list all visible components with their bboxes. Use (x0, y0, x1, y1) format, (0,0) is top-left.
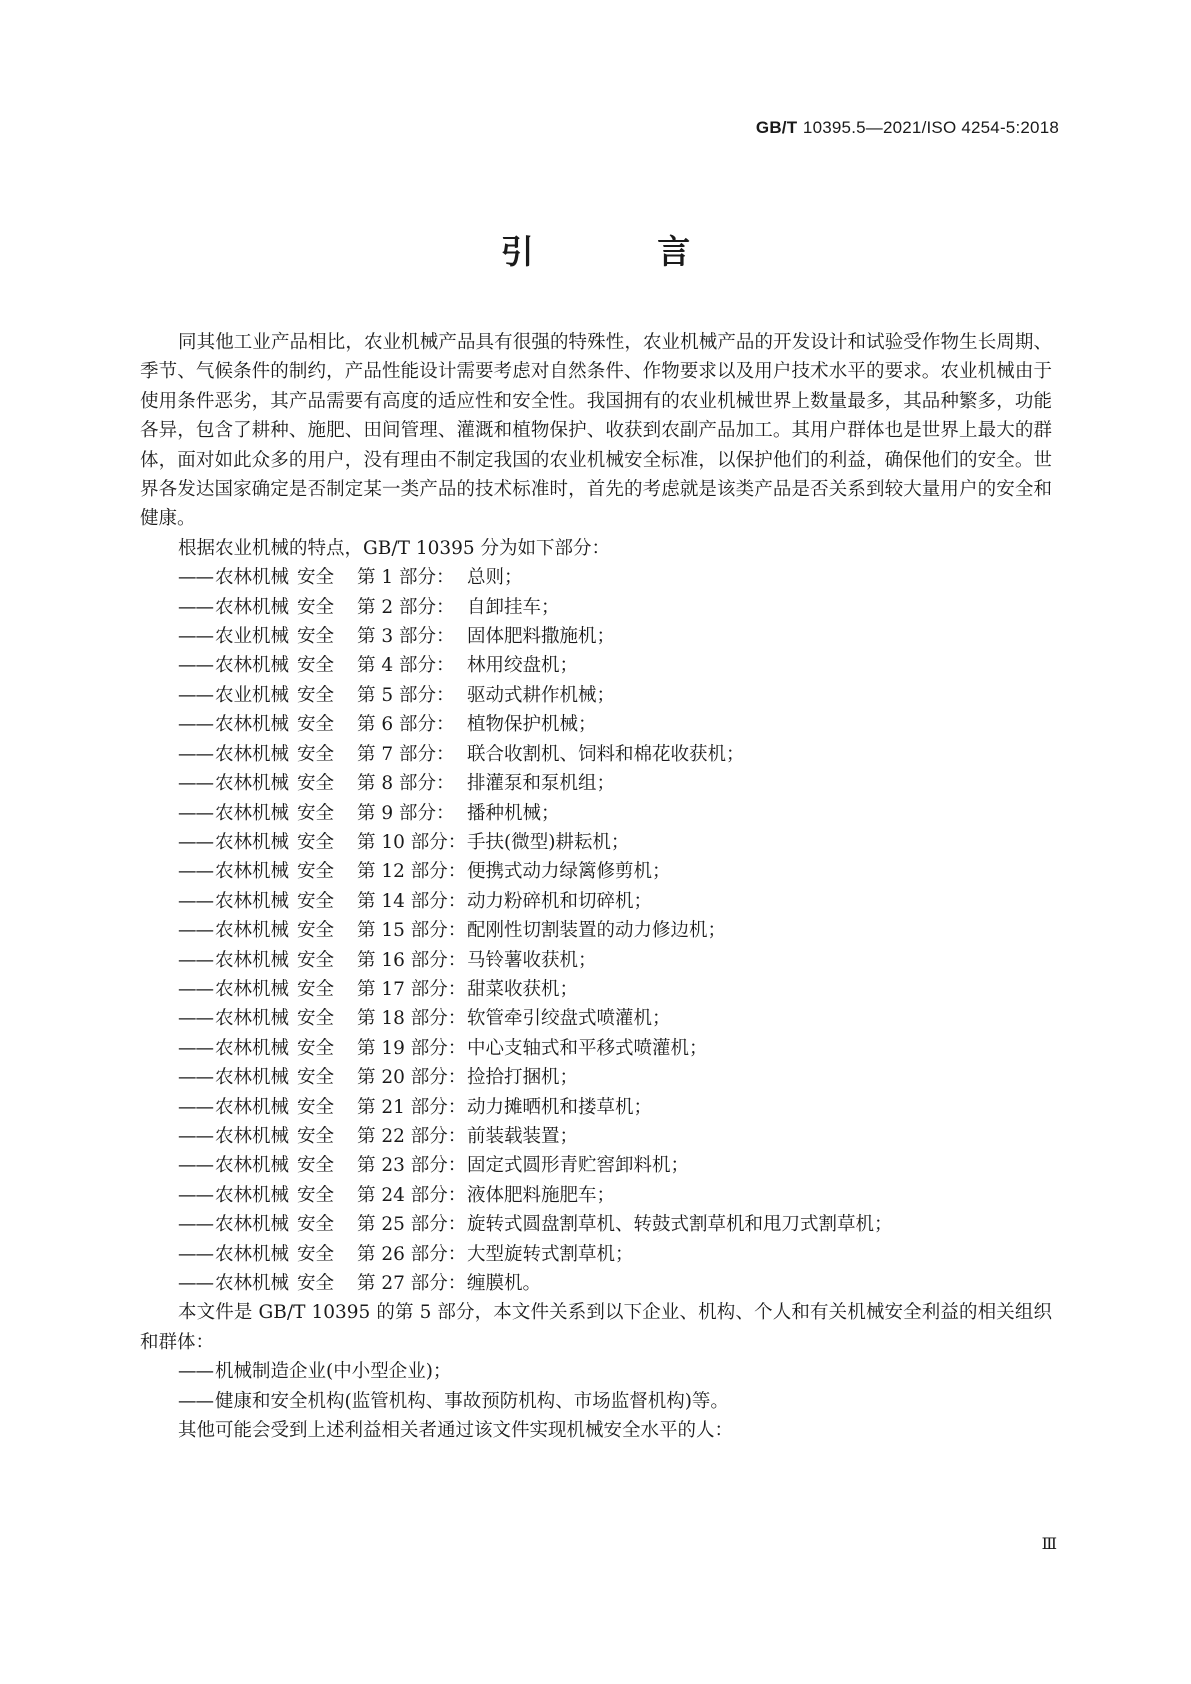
part-number: 第 5 部分： (357, 684, 455, 706)
part-number: 第 21 部分： (357, 1096, 467, 1118)
standard-header (756, 118, 1059, 138)
part-list-item (140, 769, 1052, 798)
part-number: 第 18 部分： (357, 1008, 467, 1030)
stakeholder-text: 健康和安全机构(监管机构、事故预防机构、市场监督机构)等。 (215, 1390, 729, 1412)
list-dash: —— (178, 1037, 213, 1059)
part-safety: 安全 (297, 626, 335, 648)
part-list-item (140, 681, 1052, 710)
part-product: 农林机械 (215, 802, 290, 824)
relation-paragraph: 本文件是 GB/T 10395 的第 5 部分，本文件关系到以下企业、机构、个人和有关机械安全利益的相关组织和群体： (140, 1302, 1052, 1353)
part-product: 农林机械 (215, 890, 290, 912)
part-name: 便携式动力绿篱修剪机； (467, 861, 671, 883)
part-list-item (140, 916, 1052, 945)
part-product: 农林机械 (215, 831, 290, 853)
part-name: 驱动式耕作机械； (467, 684, 616, 706)
part-safety: 安全 (297, 861, 335, 883)
list-dash: —— (178, 743, 213, 765)
standard-code: GB/T (755, 118, 798, 137)
list-dash: —— (178, 1214, 213, 1236)
part-safety: 安全 (297, 802, 335, 824)
list-dash: —— (178, 1008, 213, 1030)
part-list-item (140, 740, 1052, 769)
page-number: Ⅲ (1041, 1534, 1057, 1553)
part-number: 第 7 部分： (357, 743, 455, 765)
list-dash: —— (178, 949, 213, 971)
part-name: 前装载装置； (467, 1125, 579, 1147)
part-safety: 安全 (297, 949, 335, 971)
part-list-item (140, 975, 1052, 1004)
part-list-item (140, 622, 1052, 651)
part-list-item (140, 828, 1052, 857)
part-list-item (140, 946, 1052, 975)
page-title: 引 言 (500, 232, 747, 271)
list-dash: —— (178, 920, 213, 942)
part-safety: 安全 (297, 1067, 335, 1089)
list-dash: —— (178, 978, 213, 1000)
part-product: 农林机械 (215, 861, 290, 883)
part-name: 排灌泵和泵机组； (467, 773, 616, 795)
part-product: 农林机械 (215, 1184, 290, 1206)
part-safety: 安全 (297, 978, 335, 1000)
list-dash: —— (178, 1125, 213, 1147)
part-list-item (140, 593, 1052, 622)
part-name: 液体肥料施肥车； (467, 1184, 616, 1206)
part-safety: 安全 (297, 1243, 335, 1265)
part-number: 第 17 部分： (357, 978, 467, 1000)
part-number: 第 19 部分： (357, 1037, 467, 1059)
list-dash: —— (178, 1067, 213, 1089)
list-dash: —— (178, 1243, 213, 1265)
part-list-item (140, 710, 1052, 739)
part-number: 第 25 部分： (357, 1214, 467, 1236)
part-product: 农林机械 (215, 1243, 290, 1265)
list-dash: —— (178, 890, 213, 912)
part-product: 农林机械 (215, 1155, 290, 1177)
part-product: 农业机械 (215, 684, 290, 706)
part-number: 第 14 部分： (357, 890, 467, 912)
part-list-item (140, 857, 1052, 886)
part-name: 动力摊晒机和搂草机； (467, 1096, 653, 1118)
part-number: 第 1 部分： (357, 567, 455, 589)
part-list-item (140, 1151, 1052, 1180)
part-list-item (140, 1210, 1052, 1239)
part-name: 植物保护机械； (467, 714, 597, 736)
part-list-item (140, 563, 1052, 592)
list-dash: —— (178, 831, 213, 853)
part-safety: 安全 (297, 1125, 335, 1147)
part-list-item (140, 1240, 1052, 1269)
part-safety: 安全 (297, 773, 335, 795)
part-name: 固定式圆形青贮窖卸料机； (467, 1155, 690, 1177)
intro-paragraph: 同其他工业产品相比，农业机械产品具有很强的特殊性，农业机械产品的开发设计和试验受作物生长周期、季节、气候条件的制约，产品性能设计需要考虑对自然条件、作物要求以及用户技术水平的要求。农业机械由于使用条件恶劣，其产品需要有高度的适应性和安全性。我国拥有的农业机械世界上数量最多，其品种繁多，功能各异，包含了耕种、施肥、田间管理、灌溉和植物保护、收获到农副产品加工。其用户群体也是世界上最大的群体，面对如此众多的用户，没有理由不制定我国的农业机械安全标准，以保护他们的利益，确保他们的安全。世界各发达国家确定是否制定某一类产品的技术标准时，首先的考虑就是该类产品是否关系到较大量用户的安全和健康。 (140, 332, 1052, 530)
part-name: 甜菜收获机； (467, 978, 579, 1000)
list-dash: —— (178, 1390, 213, 1412)
part-number: 第 16 部分： (357, 949, 467, 971)
part-product: 农林机械 (215, 714, 290, 736)
list-dash: —— (178, 714, 213, 736)
part-product: 农林机械 (215, 1037, 290, 1059)
part-safety: 安全 (297, 920, 335, 942)
part-number: 第 2 部分： (357, 596, 455, 618)
stakeholder-item (140, 1387, 1052, 1416)
part-product: 农林机械 (215, 743, 290, 765)
document-body (140, 328, 1052, 1445)
part-number: 第 23 部分： (357, 1155, 467, 1177)
part-list-item (140, 1122, 1052, 1151)
part-product: 农林机械 (215, 1214, 290, 1236)
part-name: 自卸挂车； (467, 596, 560, 618)
part-safety: 安全 (297, 596, 335, 618)
part-product: 农林机械 (215, 1067, 290, 1089)
list-dash: —— (178, 567, 213, 589)
part-list-item (140, 651, 1052, 680)
part-number: 第 8 部分： (357, 773, 455, 795)
list-dash: —— (178, 1155, 213, 1177)
part-product: 农林机械 (215, 773, 290, 795)
part-number: 第 22 部分： (357, 1125, 467, 1147)
part-product: 农林机械 (215, 1008, 290, 1030)
parts-intro: 根据农业机械的特点，GB/T 10395 分为如下部分： (178, 537, 611, 559)
part-name: 大型旋转式割草机； (467, 1243, 634, 1265)
list-dash: —— (178, 655, 213, 677)
part-number: 第 12 部分： (357, 861, 467, 883)
part-safety: 安全 (297, 567, 335, 589)
list-dash: —— (178, 773, 213, 795)
part-list-item (140, 1034, 1052, 1063)
part-safety: 安全 (297, 1273, 335, 1294)
part-product: 农林机械 (215, 1096, 290, 1118)
list-dash: —— (178, 1361, 213, 1383)
part-number: 第 9 部分： (357, 802, 455, 824)
part-list-item (140, 1181, 1052, 1210)
part-list-item (140, 1093, 1052, 1122)
part-list-item (140, 1004, 1052, 1033)
part-safety: 安全 (297, 1008, 335, 1030)
part-product: 农林机械 (215, 1273, 290, 1294)
list-dash: —— (178, 861, 213, 883)
part-number: 第 10 部分： (357, 831, 467, 853)
part-number: 第 15 部分： (357, 920, 467, 942)
stakeholder-item (140, 1357, 1052, 1386)
part-product: 农林机械 (215, 920, 290, 942)
part-name: 播种机械； (467, 802, 560, 824)
part-safety: 安全 (297, 1214, 335, 1236)
part-safety: 安全 (297, 655, 335, 677)
part-name: 动力粉碎机和切碎机； (467, 890, 653, 912)
part-safety: 安全 (297, 714, 335, 736)
others-paragraph: 其他可能会受到上述利益相关者通过该文件实现机械安全水平的人： (178, 1420, 734, 1442)
part-safety: 安全 (297, 1037, 335, 1059)
part-safety: 安全 (297, 1184, 335, 1206)
list-dash: —— (178, 1096, 213, 1118)
list-dash: —— (178, 626, 213, 648)
stakeholder-text: 机械制造企业(中小型企业)； (215, 1361, 452, 1383)
part-number: 第 24 部分： (357, 1184, 467, 1206)
part-list-item (140, 1269, 1052, 1298)
part-name: 总则； (467, 567, 523, 589)
part-product: 农林机械 (215, 978, 290, 1000)
list-dash: —— (178, 1184, 213, 1206)
part-safety: 安全 (297, 1155, 335, 1177)
standard-number: 10395.5—2021/ISO 4254-5:2018 (802, 118, 1059, 137)
part-name: 联合收割机、饲料和棉花收获机； (467, 743, 745, 765)
list-dash: —— (178, 1273, 213, 1294)
part-number: 第 20 部分： (357, 1067, 467, 1089)
part-number: 第 3 部分： (357, 626, 455, 648)
part-name: 马铃薯收获机； (467, 949, 597, 971)
part-number: 第 4 部分： (357, 655, 455, 677)
part-name: 软管牵引绞盘式喷灌机； (467, 1008, 671, 1030)
stakeholder-list (140, 1357, 1052, 1416)
part-safety: 安全 (297, 684, 335, 706)
list-dash: —— (178, 802, 213, 824)
part-number: 第 26 部分： (357, 1243, 467, 1265)
part-name: 配刚性切割装置的动力修边机； (467, 920, 727, 942)
part-safety: 安全 (297, 890, 335, 912)
list-dash: —— (178, 684, 213, 706)
part-name: 固体肥料撒施机； (467, 626, 616, 648)
part-product: 农林机械 (215, 596, 290, 618)
list-dash: —— (178, 596, 213, 618)
part-list-item (140, 887, 1052, 916)
part-name: 捡拾打捆机； (467, 1067, 579, 1089)
part-name: 林用绞盘机； (467, 655, 579, 677)
part-product: 农林机械 (215, 655, 290, 677)
part-name: 手扶(微型)耕耘机； (467, 831, 630, 853)
part-name: 缠膜机。 (467, 1273, 542, 1294)
part-safety: 安全 (297, 1096, 335, 1118)
part-product: 农林机械 (215, 567, 290, 589)
part-list-item (140, 1063, 1052, 1092)
part-name: 中心支轴式和平移式喷灌机； (467, 1037, 708, 1059)
part-product: 农林机械 (215, 1125, 290, 1147)
part-list-item (140, 799, 1052, 828)
part-number: 第 27 部分： (357, 1273, 467, 1294)
part-product: 农林机械 (215, 949, 290, 971)
parts-list (140, 563, 1052, 1298)
part-product: 农业机械 (215, 626, 290, 648)
part-number: 第 6 部分： (357, 714, 455, 736)
part-safety: 安全 (297, 743, 335, 765)
part-safety: 安全 (297, 831, 335, 853)
part-name: 旋转式圆盘割草机、转鼓式割草机和甩刀式割草机； (467, 1214, 893, 1236)
